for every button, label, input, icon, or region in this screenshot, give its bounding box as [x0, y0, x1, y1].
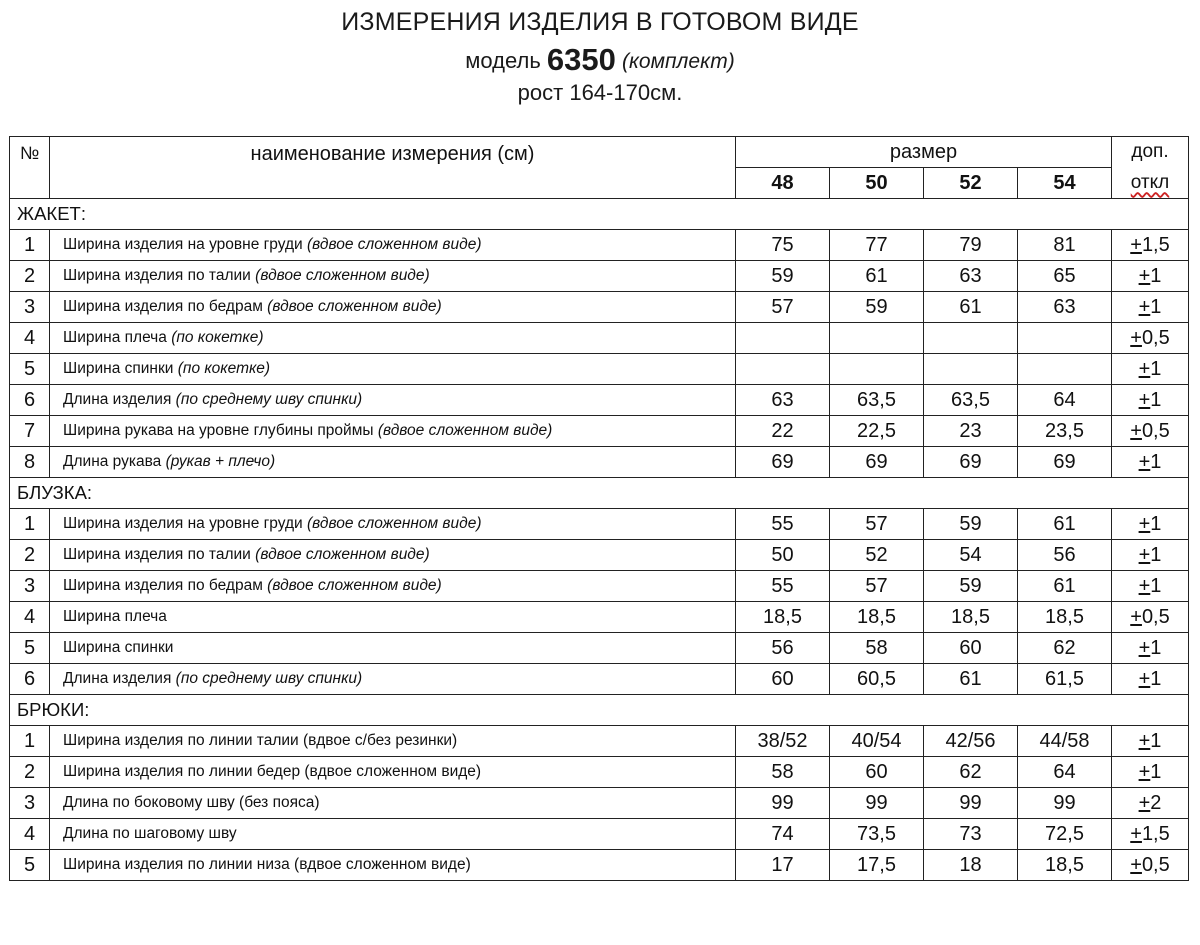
size-value: 81: [1018, 230, 1112, 261]
measurement-name: [50, 354, 736, 385]
size-value: [736, 323, 830, 354]
size-value: 63: [736, 385, 830, 416]
size-value: 17,5: [830, 850, 924, 881]
size-value: 73: [924, 819, 1018, 850]
size-value: 60: [924, 633, 1018, 664]
model-prefix: модель: [465, 48, 541, 73]
plus-minus-sign: +: [1138, 636, 1151, 659]
plus-minus-sign: +: [1130, 822, 1142, 845]
size-value: 58: [736, 757, 830, 788]
size-value: 18: [924, 850, 1018, 881]
tolerance-value: [1112, 664, 1189, 695]
tolerance-value: [1112, 602, 1189, 633]
row-number: 5: [10, 354, 50, 385]
measurement-name: [50, 323, 736, 354]
measurement-name: [50, 602, 736, 633]
model-suffix: (комплект): [622, 50, 735, 73]
size-value: 59: [924, 509, 1018, 540]
size-value: 52: [830, 540, 924, 571]
measurement-name: [50, 633, 736, 664]
measurement-label: Ширина изделия по линии низа (вдвое сложенном виде): [63, 856, 471, 873]
header-size-52: 52: [924, 168, 1018, 199]
size-value: 40/54: [830, 726, 924, 757]
row-number: 2: [10, 540, 50, 571]
tolerance-value: [1112, 230, 1189, 261]
measurement-name: [50, 230, 736, 261]
header-tolerance: доп.: [1112, 137, 1189, 168]
size-value: 72,5: [1018, 819, 1112, 850]
plus-minus-sign: +: [1130, 605, 1142, 628]
size-value: 57: [830, 571, 924, 602]
size-value: 18,5: [1018, 602, 1112, 633]
measurement-note: (вдвое сложенном виде): [306, 236, 482, 253]
plus-minus-sign: +: [1138, 729, 1151, 752]
measurement-note: (по кокетке): [177, 360, 271, 377]
row-number: 4: [10, 323, 50, 354]
tolerance-amount: 0,5: [1141, 605, 1170, 628]
table-row: [10, 757, 1189, 788]
measurement-note: (вдвое сложенном виде): [267, 577, 442, 594]
measurement-note: (вдвое сложенном виде): [255, 267, 430, 284]
measurement-label: Ширина спинки: [63, 360, 174, 377]
size-value: 50: [736, 540, 830, 571]
row-number: 3: [10, 788, 50, 819]
measurement-name: [50, 850, 736, 881]
table-row: [10, 416, 1189, 447]
tolerance-value: [1112, 633, 1189, 664]
plus-minus-sign: +: [1130, 326, 1142, 349]
plus-minus-sign: +: [1138, 760, 1151, 783]
size-value: 69: [736, 447, 830, 478]
size-value: 69: [830, 447, 924, 478]
plus-minus-sign: +: [1138, 388, 1151, 411]
tolerance-value: [1112, 788, 1189, 819]
size-value: 79: [924, 230, 1018, 261]
plus-minus-sign: +: [1138, 543, 1151, 566]
measurement-name: [50, 447, 736, 478]
size-value: 64: [1018, 757, 1112, 788]
tolerance-value: [1112, 354, 1189, 385]
measurement-label: Длина по шаговому шву: [63, 825, 237, 842]
size-value: [830, 354, 924, 385]
row-number: 5: [10, 633, 50, 664]
size-value: 56: [736, 633, 830, 664]
row-number: 1: [10, 230, 50, 261]
measurement-note: (вдвое сложенном виде): [255, 546, 430, 563]
measurement-name: [50, 664, 736, 695]
size-value: 65: [1018, 261, 1112, 292]
size-value: 38/52: [736, 726, 830, 757]
tolerance-value: [1112, 757, 1189, 788]
size-value: 63: [924, 261, 1018, 292]
measurement-note: (по среднему шву спинки): [175, 391, 363, 408]
size-value: 63,5: [830, 385, 924, 416]
plus-minus-sign: +: [1138, 667, 1151, 690]
row-number: 1: [10, 726, 50, 757]
tolerance-value: [1112, 819, 1189, 850]
table-row: [10, 230, 1189, 261]
size-value: [924, 354, 1018, 385]
measurement-name: [50, 292, 736, 323]
size-value: 61: [924, 664, 1018, 695]
size-value: 61: [830, 261, 924, 292]
tolerance-amount: 0,5: [1141, 419, 1170, 442]
header-number: №: [10, 137, 50, 199]
section-title: БРЮКИ:: [10, 695, 1189, 726]
plus-minus-sign: +: [1138, 791, 1151, 814]
measurement-label: Длина изделия: [63, 670, 172, 687]
tolerance-amount: 0,5: [1141, 326, 1170, 349]
size-value: 18,5: [1018, 850, 1112, 881]
measurement-name: [50, 757, 736, 788]
header-size-50: 50: [830, 168, 924, 199]
size-value: 59: [736, 261, 830, 292]
table-row: [10, 261, 1189, 292]
table-row: [10, 850, 1189, 881]
size-value: [736, 354, 830, 385]
size-value: 42/56: [924, 726, 1018, 757]
measurement-note: (рукав + плечо): [165, 453, 276, 470]
tolerance-value: [1112, 509, 1189, 540]
size-value: 69: [1018, 447, 1112, 478]
table-row: [10, 788, 1189, 819]
tolerance-value: [1112, 726, 1189, 757]
table-row: [10, 354, 1189, 385]
page-title: ИЗМЕРЕНИЯ ИЗДЕЛИЯ В ГОТОВОМ ВИДЕ: [341, 8, 859, 36]
tolerance-amount: 1,5: [1141, 233, 1170, 256]
row-number: 4: [10, 602, 50, 633]
size-value: 77: [830, 230, 924, 261]
section-title: ЖАКЕТ:: [10, 199, 1189, 230]
plus-minus-sign: +: [1138, 264, 1151, 287]
table-body: [10, 199, 1189, 881]
tolerance-amount: 1: [1150, 760, 1162, 783]
size-value: 18,5: [924, 602, 1018, 633]
size-value: 61: [1018, 571, 1112, 602]
size-value: 61: [924, 292, 1018, 323]
plus-minus-sign: +: [1130, 853, 1142, 876]
tolerance-value: [1112, 385, 1189, 416]
table-row: [10, 633, 1189, 664]
height-range: рост 164-170см.: [517, 80, 683, 105]
size-value: 54: [924, 540, 1018, 571]
measurement-name: [50, 819, 736, 850]
table-row: [10, 571, 1189, 602]
header-measurement-name: наименование измерения (см): [50, 137, 736, 199]
size-value: 56: [1018, 540, 1112, 571]
measurement-label: Длина рукава: [63, 453, 162, 470]
tolerance-amount: 1: [1150, 388, 1162, 411]
size-value: 99: [1018, 788, 1112, 819]
tolerance-value: [1112, 571, 1189, 602]
size-value: 57: [736, 292, 830, 323]
measurement-name: [50, 416, 736, 447]
measurement-label: Ширина изделия по линии бедер (вдвое сложенном виде): [63, 763, 482, 780]
measurement-label: Длина изделия: [63, 391, 172, 408]
size-value: 58: [830, 633, 924, 664]
table-row: [10, 385, 1189, 416]
measurements-table: [9, 136, 1189, 881]
measurement-label: Ширина изделия по талии: [63, 546, 251, 563]
measurement-note: (вдвое сложенном виде): [306, 515, 482, 532]
size-value: 44/58: [1018, 726, 1112, 757]
table-row: [10, 540, 1189, 571]
size-value: 61: [1018, 509, 1112, 540]
size-value: 99: [830, 788, 924, 819]
measurement-name: [50, 540, 736, 571]
plus-minus-sign: +: [1138, 512, 1151, 535]
tolerance-amount: 1,5: [1141, 822, 1170, 845]
table-row: [10, 726, 1189, 757]
table-row: [10, 323, 1189, 354]
table-row: [10, 292, 1189, 323]
table-row: [10, 664, 1189, 695]
measurement-label: Ширина рукава на уровне глубины проймы: [63, 422, 374, 439]
size-value: 64: [1018, 385, 1112, 416]
row-number: 8: [10, 447, 50, 478]
size-value: 99: [924, 788, 1018, 819]
model-number: 6350: [546, 42, 616, 77]
measurement-name: [50, 261, 736, 292]
size-value: 23: [924, 416, 1018, 447]
size-value: 73,5: [830, 819, 924, 850]
measurement-name: [50, 788, 736, 819]
size-value: 60: [830, 757, 924, 788]
measurement-name: [50, 509, 736, 540]
tolerance-amount: 1: [1150, 729, 1162, 752]
tolerance-value: [1112, 416, 1189, 447]
tolerance-amount: 1: [1150, 450, 1162, 473]
section-row: [10, 199, 1189, 230]
tolerance-amount: 2: [1150, 791, 1162, 814]
measurement-label: Ширина плеча: [63, 608, 167, 625]
table-row: [10, 447, 1189, 478]
tolerance-amount: 0,5: [1141, 853, 1170, 876]
measurement-label: Ширина изделия по бедрам: [63, 577, 263, 594]
measurement-note: (вдвое сложенном виде): [377, 422, 553, 439]
table-header-row-1: [10, 137, 1189, 168]
size-value: 61,5: [1018, 664, 1112, 695]
tolerance-amount: 1: [1150, 574, 1162, 597]
section-row: [10, 695, 1189, 726]
row-number: 6: [10, 385, 50, 416]
measurement-note: (вдвое сложенном виде): [267, 298, 442, 315]
row-number: 5: [10, 850, 50, 881]
measurement-note: (по кокетке): [171, 329, 264, 346]
table-row: [10, 819, 1189, 850]
header-size-48: 48: [736, 168, 830, 199]
plus-minus-sign: +: [1138, 450, 1151, 473]
tolerance-amount: 1: [1150, 295, 1162, 318]
row-number: 1: [10, 509, 50, 540]
size-value: 60,5: [830, 664, 924, 695]
measurement-label: Ширина спинки: [63, 639, 174, 656]
tolerance-amount: 1: [1150, 512, 1162, 535]
measurement-label: Ширина изделия по талии: [63, 267, 251, 284]
measurement-label: Ширина изделия на уровне груди: [63, 236, 303, 253]
size-value: 63: [1018, 292, 1112, 323]
measurement-label: Длина по боковому шву (без пояса): [63, 794, 320, 811]
size-value: 55: [736, 509, 830, 540]
size-value: [1018, 323, 1112, 354]
size-value: [924, 323, 1018, 354]
size-value: 18,5: [830, 602, 924, 633]
measurement-label: Ширина изделия по бедрам: [63, 298, 263, 315]
size-value: 62: [924, 757, 1018, 788]
size-value: 17: [736, 850, 830, 881]
tolerance-value: [1112, 540, 1189, 571]
tolerance-value: [1112, 261, 1189, 292]
measurement-name: [50, 385, 736, 416]
size-value: 59: [830, 292, 924, 323]
measurement-note: (по среднему шву спинки): [175, 670, 363, 687]
size-value: 62: [1018, 633, 1112, 664]
tolerance-amount: 1: [1150, 264, 1162, 287]
size-value: 63,5: [924, 385, 1018, 416]
tolerance-value: [1112, 292, 1189, 323]
row-number: 2: [10, 757, 50, 788]
row-number: 3: [10, 292, 50, 323]
tolerance-value: [1112, 447, 1189, 478]
table-row: [10, 602, 1189, 633]
section-row: [10, 478, 1189, 509]
measurement-name: [50, 571, 736, 602]
size-value: 99: [736, 788, 830, 819]
tolerance-amount: 1: [1150, 357, 1162, 380]
row-number: 6: [10, 664, 50, 695]
size-value: 57: [830, 509, 924, 540]
size-value: 55: [736, 571, 830, 602]
header-tolerance-text: откл: [1130, 171, 1170, 193]
size-value: 23,5: [1018, 416, 1112, 447]
size-value: 18,5: [736, 602, 830, 633]
measurement-label: Ширина изделия по линии талии (вдвое с/без резинки): [63, 732, 458, 749]
size-value: 74: [736, 819, 830, 850]
row-number: 2: [10, 261, 50, 292]
plus-minus-sign: +: [1130, 419, 1142, 442]
size-value: 59: [924, 571, 1018, 602]
size-value: 69: [924, 447, 1018, 478]
tolerance-value: [1112, 850, 1189, 881]
size-value: [830, 323, 924, 354]
section-title: БЛУЗКА:: [10, 478, 1189, 509]
row-number: 3: [10, 571, 50, 602]
tolerance-amount: 1: [1150, 667, 1162, 690]
size-value: 75: [736, 230, 830, 261]
size-value: [1018, 354, 1112, 385]
plus-minus-sign: +: [1130, 233, 1142, 256]
size-value: 22: [736, 416, 830, 447]
measurement-label: Ширина плеча: [63, 329, 167, 346]
row-number: 4: [10, 819, 50, 850]
tolerance-amount: 1: [1150, 543, 1162, 566]
table-row: [10, 509, 1189, 540]
size-value: 22,5: [830, 416, 924, 447]
row-number: 7: [10, 416, 50, 447]
measurement-label: Ширина изделия на уровне груди: [63, 515, 303, 532]
size-value: 60: [736, 664, 830, 695]
header-size: размер: [736, 137, 1112, 168]
plus-minus-sign: +: [1138, 357, 1151, 380]
tolerance-amount: 1: [1150, 636, 1162, 659]
model-line: [0, 42, 1200, 78]
header-tolerance-line2: [1112, 168, 1189, 199]
tolerance-value: [1112, 323, 1189, 354]
measurement-name: [50, 726, 736, 757]
header-size-54: 54: [1018, 168, 1112, 199]
plus-minus-sign: +: [1138, 295, 1151, 318]
plus-minus-sign: +: [1138, 574, 1151, 597]
